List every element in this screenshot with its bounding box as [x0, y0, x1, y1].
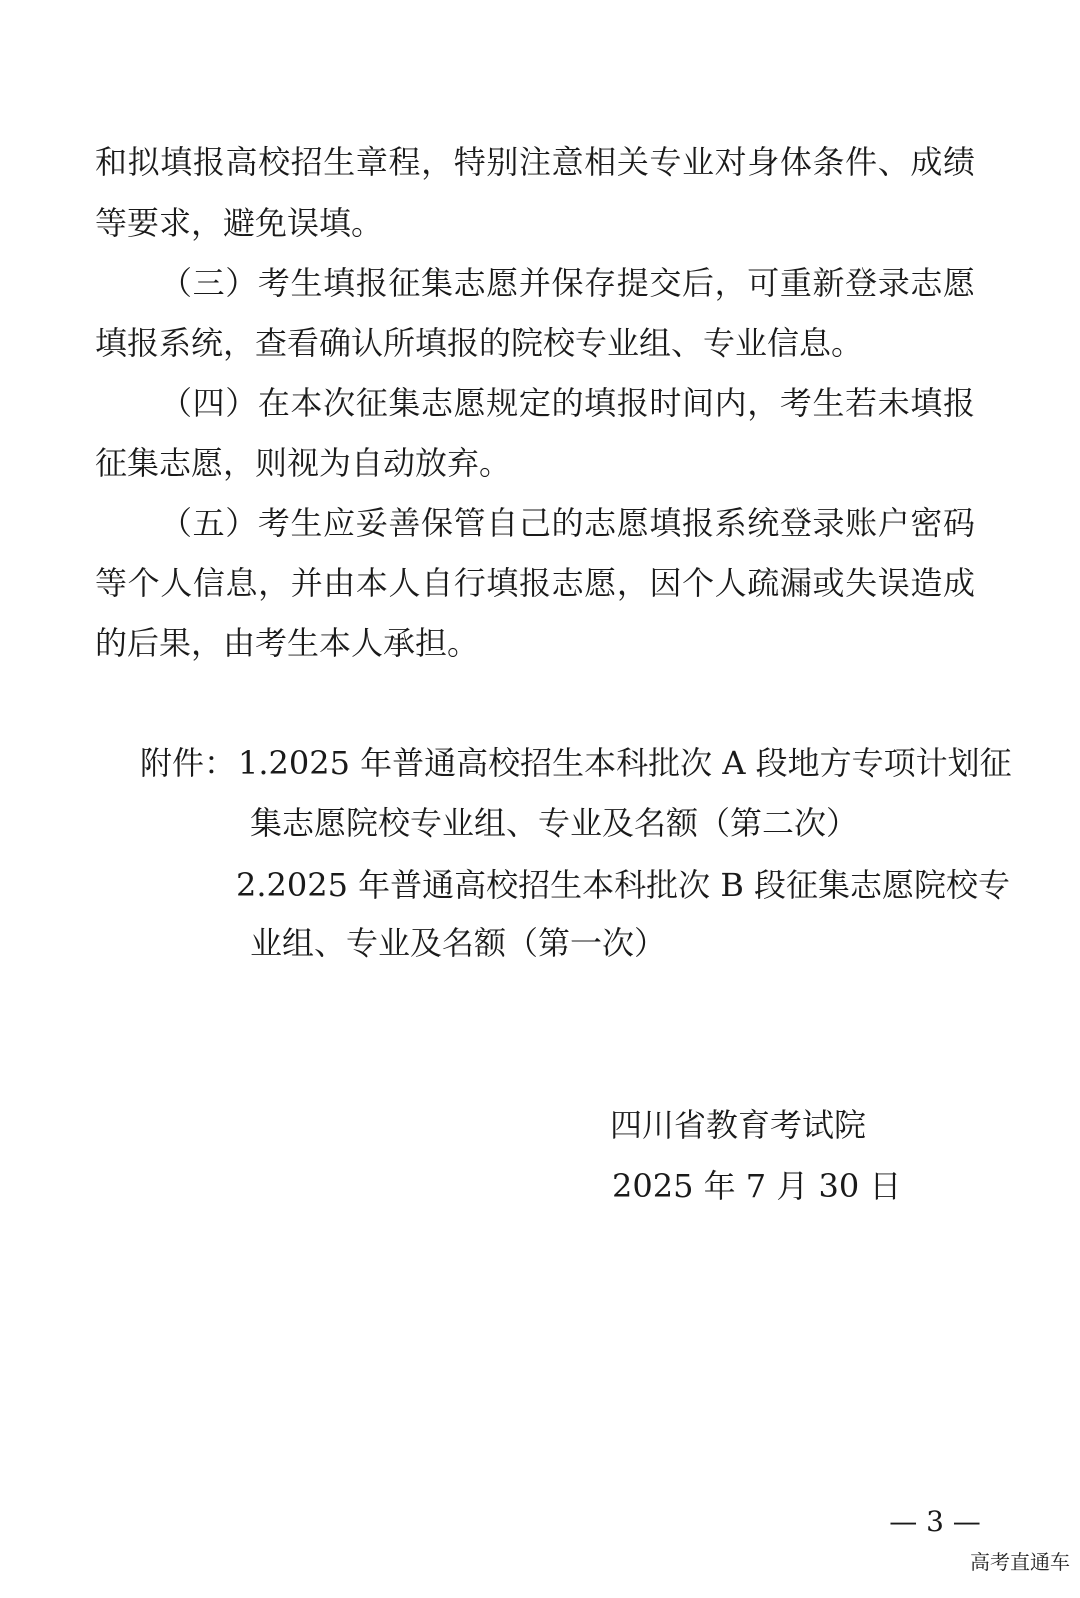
issuing-organization: 四川省教育考试院: [610, 1106, 867, 1144]
attachment-label: 附件：: [140, 744, 237, 782]
watermark-text: 高考直通车: [970, 1550, 1070, 1574]
paragraph-line: （三）考生填报征集志愿并保存提交后，可重新登录志愿: [160, 264, 975, 302]
issue-date: 2025 年 7 月 30 日: [612, 1167, 902, 1205]
paragraph-line: 填报系统，查看确认所填报的院校专业组、专业信息。: [95, 324, 864, 362]
attachment-item-2-continuation: 业组、专业及名额（第一次）: [250, 924, 667, 962]
paragraph-line: （五）考生应妥善保管自己的志愿填报系统登录账户密码: [160, 504, 975, 542]
paragraph-line: 和拟填报高校招生章程，特别注意相关专业对身体条件、成绩: [95, 143, 975, 181]
attachment-item-1: 1.2025 年普通高校招生本科批次 A 段地方专项计划征: [238, 744, 1012, 782]
paragraph-line: 等要求，避免误填。: [95, 204, 384, 242]
paragraph-line: 的后果，由考生本人承担。: [95, 624, 480, 662]
paragraph-line: 等个人信息，并由本人自行填报志愿，因个人疏漏或失误造成: [95, 564, 975, 602]
page-number: — 3 —: [889, 1505, 981, 1538]
attachment-item-1-continuation: 集志愿院校专业组、专业及名额（第二次）: [250, 804, 859, 842]
attachment-item-2: 2.2025 年普通高校招生本科批次 B 段征集志愿院校专: [236, 866, 1011, 904]
paragraph-line: （四）在本次征集志愿规定的填报时间内，考生若未填报: [160, 384, 975, 422]
paragraph-line: 征集志愿，则视为自动放弃。: [95, 444, 512, 482]
